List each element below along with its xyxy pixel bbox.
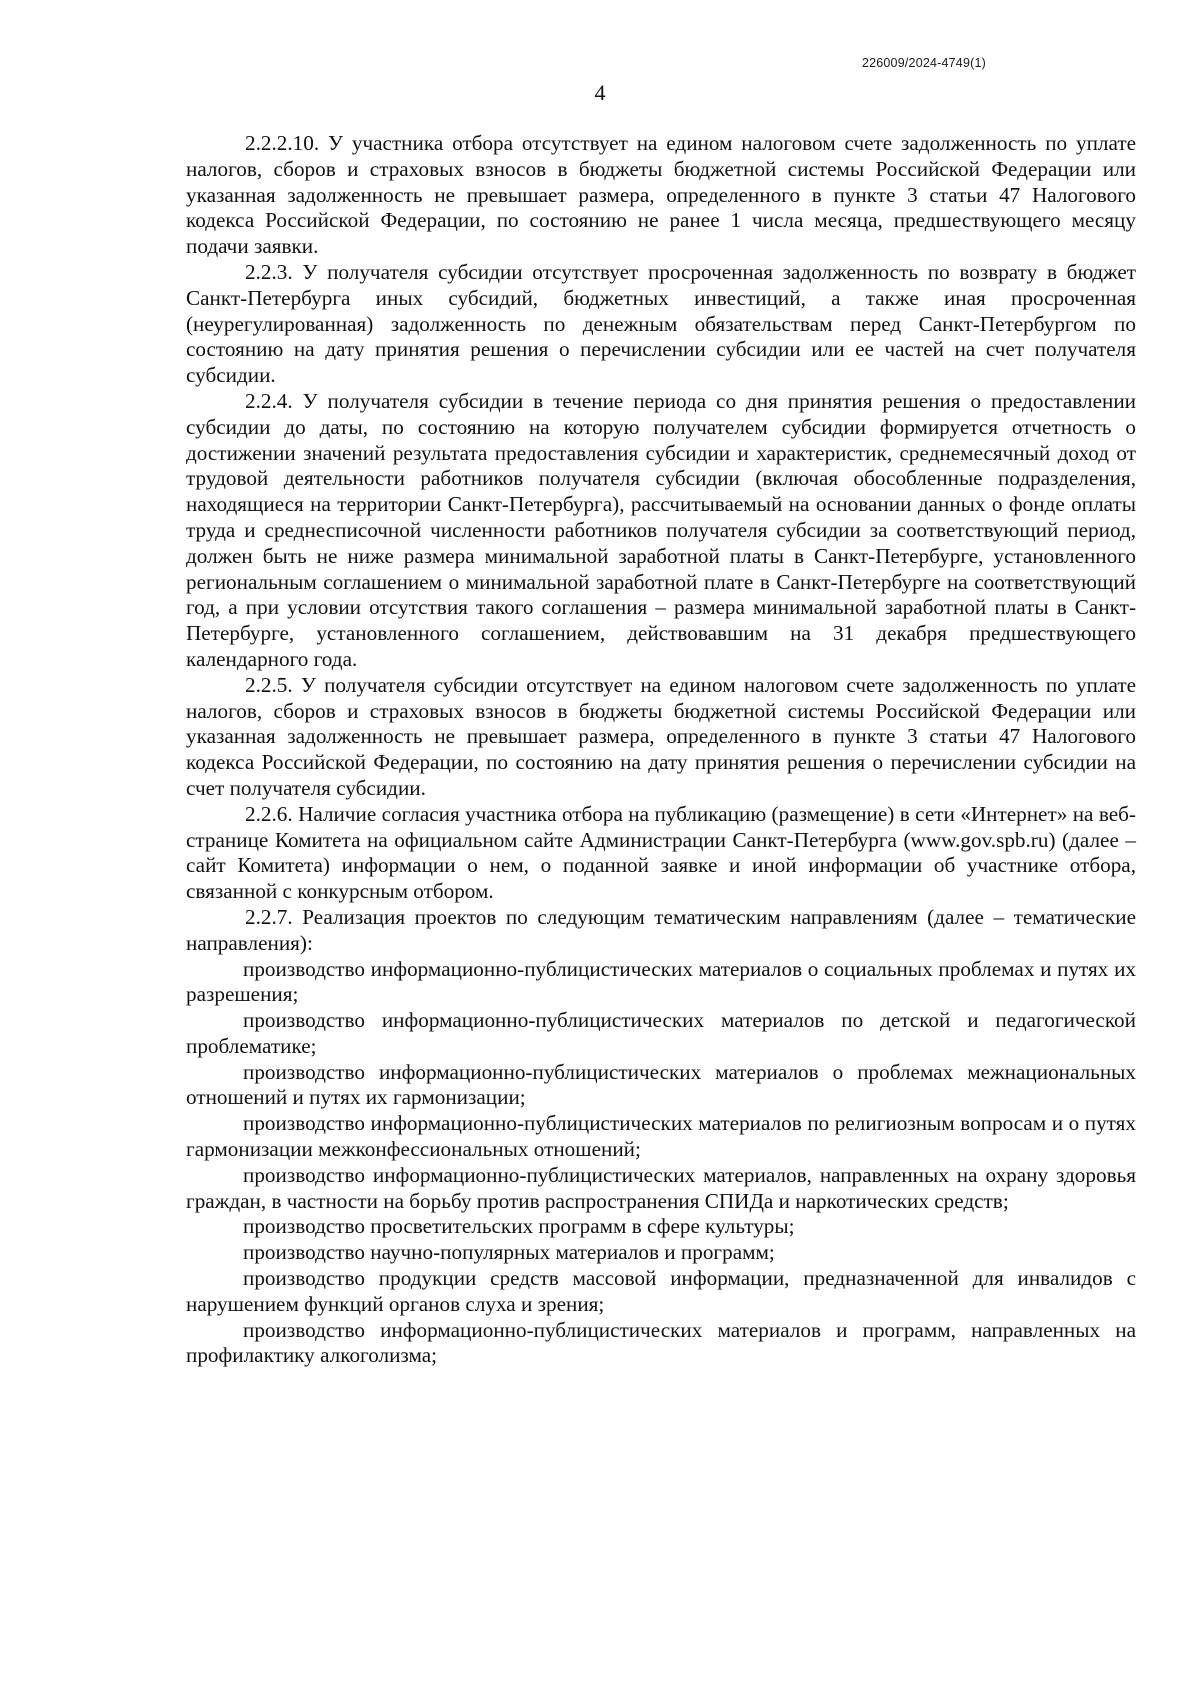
- thematic-direction-item: производство продукции средств массовой информации, предназначенной для инвалидов с нарушением функций органов слуха и зрения;: [186, 1266, 1136, 1316]
- thematic-direction-item: производство информационно-публицистических материалов по детской и педагогической проблематике;: [186, 1008, 1136, 1058]
- thematic-direction-item: производство информационно-публицистических материалов по религиозным вопросам и о путях гармонизации межконфессиональных отношений;: [186, 1111, 1136, 1162]
- paragraph-2-2-3: 2.2.3. У получателя субсидии отсутствует просроченная задолженность по возврату в бюджет Санкт-Петербурга иных субсидий, бюджетных инвестиций, а также иная просроченная (неурегулированная) задолженность по денежным обязательствам перед Санкт-Петербургом по состоянию на дату принятия решения о перечислении субсидии или ее частей на счет получателя субсидии.: [186, 259, 1136, 388]
- paragraph-2-2-7: 2.2.7. Реализация проектов по следующим тематическим направлениям (далее – тематические направления):: [186, 904, 1136, 955]
- thematic-direction-item: производство информационно-публицистических материалов о проблемах межнациональных отношений и путях их гармонизации;: [186, 1059, 1136, 1110]
- thematic-direction-item: производство информационно-публицистических материалов, направленных на охрану здоровья граждан, в частности на борьбу против распространения СПИДа и наркотических средств;: [186, 1162, 1136, 1213]
- document-id: 226009/2024-4749(1): [861, 56, 986, 70]
- thematic-direction-item: производство просветительских программ в сфере культуры;: [243, 1214, 795, 1239]
- thematic-direction-item: производство информационно-публицистических материалов о социальных проблемах и путях их разрешения;: [186, 956, 1136, 1007]
- thematic-direction-item: производство информационно-публицистических материалов и программ, направленных на профилактику алкоголизма;: [186, 1317, 1136, 1368]
- paragraph-2-2-6: 2.2.6. Наличие согласия участника отбора на публикацию (размещение) в сети «Интернет» на веб-странице Комитета на официальном сайте Администрации Санкт-Петербурга (www.gov.spb.ru) (далее – сайт Комитета) информации о нем, о поданной заявке и иной информации об участнике отбора, связанной с конкурсным отбором.: [186, 801, 1136, 904]
- page-number: 4: [594, 80, 606, 105]
- paragraph-2-2-5: 2.2.5. У получателя субсидии отсутствует на едином налоговом счете задолженность по уплате налогов, сборов и страховых взносов в бюджеты бюджетной системы Российской Федерации или указанная задолженность не превышает размера, определенного в пункте 3 статьи 47 Налогового кодекса Российской Федерации, по состоянию на дату принятия решения о перечислении субсидии на счет получателя субсидии.: [186, 672, 1136, 800]
- paragraph-2-2-2-10: 2.2.2.10. У участника отбора отсутствует на едином налоговом счете задолженность по уплате налогов, сборов и страховых взносов в бюджеты бюджетной системы Российской Федерации или указанная задолженность не превышает размера, определенного в пункте 3 статьи 47 Налогового кодекса Российской Федерации, по состоянию не ранее 1 числа месяца, предшествующего месяцу подачи заявки.: [186, 131, 1136, 259]
- document-body: [186, 131, 1136, 1369]
- thematic-direction-item: производство научно-популярных материалов и программ;: [243, 1240, 775, 1265]
- paragraph-2-2-4: 2.2.4. У получателя субсидии в течение периода со дня принятия решения о предоставлении субсидии до даты, по состоянию на которую получателем субсидии формируется отчетность о достижении значений результата предоставления субсидии и характеристик, среднемесячный доход от трудовой деятельности работников получателя субсидии (включая обособленные подразделения, находящиеся на территории Санкт-Петербурга), рассчитываемый на основании данных о фонде оплаты труда и среднесписочной численности работников получателя субсидии за соответствующий период, должен быть не ниже размера минимальной заработной платы в Санкт-Петербурге, установленного региональным соглашением о минимальной заработной плате в Санкт-Петербурге на соответствующий год, а при условии отсутствия такого соглашения – размера минимальной заработной платы в Санкт-Петербурге, установленного соглашением, действовавшим на 31 декабря предшествующего календарного года.: [186, 388, 1136, 671]
